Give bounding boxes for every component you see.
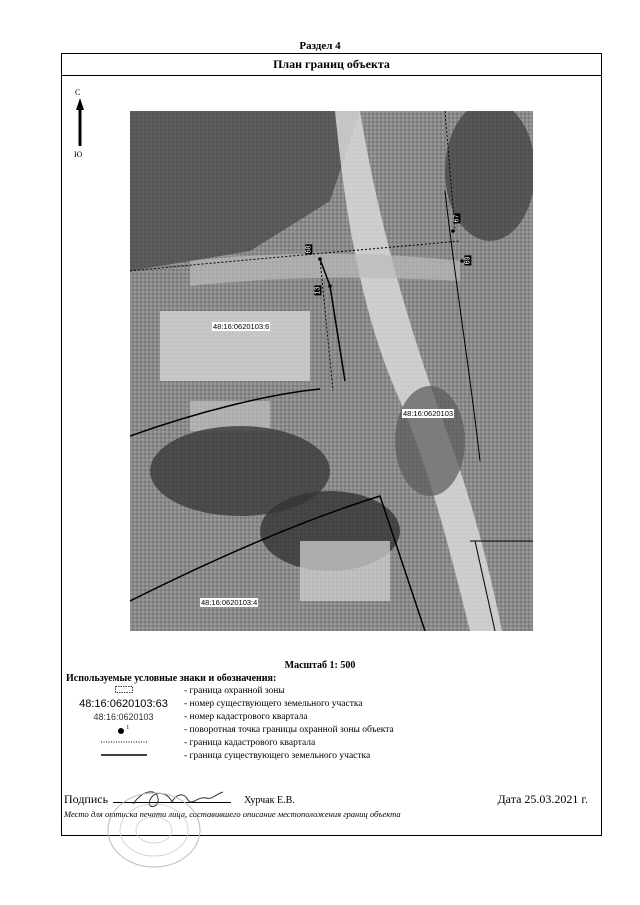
parcel-number-sample: 48:16:0620103:63 xyxy=(79,698,168,710)
legend-text: - граница охранной зоны xyxy=(184,686,285,696)
turning-point-icon xyxy=(66,725,181,736)
legend-item xyxy=(66,738,586,751)
dotted-line-icon xyxy=(66,738,181,748)
plan-title: План границ объекта xyxy=(61,53,602,76)
satellite-map xyxy=(130,111,533,631)
legend-text: - номер существующего земельного участка xyxy=(184,699,363,709)
legend-text: - граница существующего земельного участка xyxy=(184,751,371,761)
legend-item xyxy=(66,699,586,712)
point-label: 13 xyxy=(314,286,322,295)
legend-item xyxy=(66,751,586,764)
hatch-box-icon xyxy=(66,686,181,696)
point-label: 67 xyxy=(453,214,461,223)
turning-point-number: 1 xyxy=(126,725,130,731)
legend-title: Используемые условные знаки и обозначения: xyxy=(66,673,277,684)
compass xyxy=(71,88,89,168)
legend-item xyxy=(66,725,586,738)
sign-date: Дата 25.03.2021 г. xyxy=(497,792,588,806)
parcel-label: 48:16:0620103 xyxy=(403,409,454,418)
scale-label: Масштаб 1: 500 xyxy=(284,660,356,671)
map-image xyxy=(130,111,533,631)
compass-north-label: С xyxy=(75,88,81,97)
signer-name: Хурчак Е.В. xyxy=(244,795,295,806)
section-label: Раздел 4 xyxy=(299,40,341,52)
parcel-label: 48:16:0620103:6 xyxy=(213,322,270,331)
stamp-note: Место для оттиска печати лица, составившего описание местоположения границ объекта xyxy=(64,809,401,819)
legend-text: - номер кадастрового квартала xyxy=(184,712,308,722)
point-label: 69 xyxy=(464,256,472,265)
stamp-seal xyxy=(104,790,204,870)
legend-text: - поворотная точка границы охранной зоны объекта xyxy=(184,725,394,735)
legend-text: - граница кадастрового квартала xyxy=(184,738,316,748)
quarter-number-sample: 48:16:0620103 xyxy=(93,712,154,722)
signature-label: Подпись xyxy=(64,792,109,806)
point-label: 68 xyxy=(305,245,313,254)
parcel-label: 48:16:0620103:4 xyxy=(201,598,258,607)
compass-south-label: Ю xyxy=(74,150,83,159)
north-arrow-icon xyxy=(73,98,87,148)
solid-line-icon xyxy=(66,751,181,761)
legend-item xyxy=(66,712,586,725)
